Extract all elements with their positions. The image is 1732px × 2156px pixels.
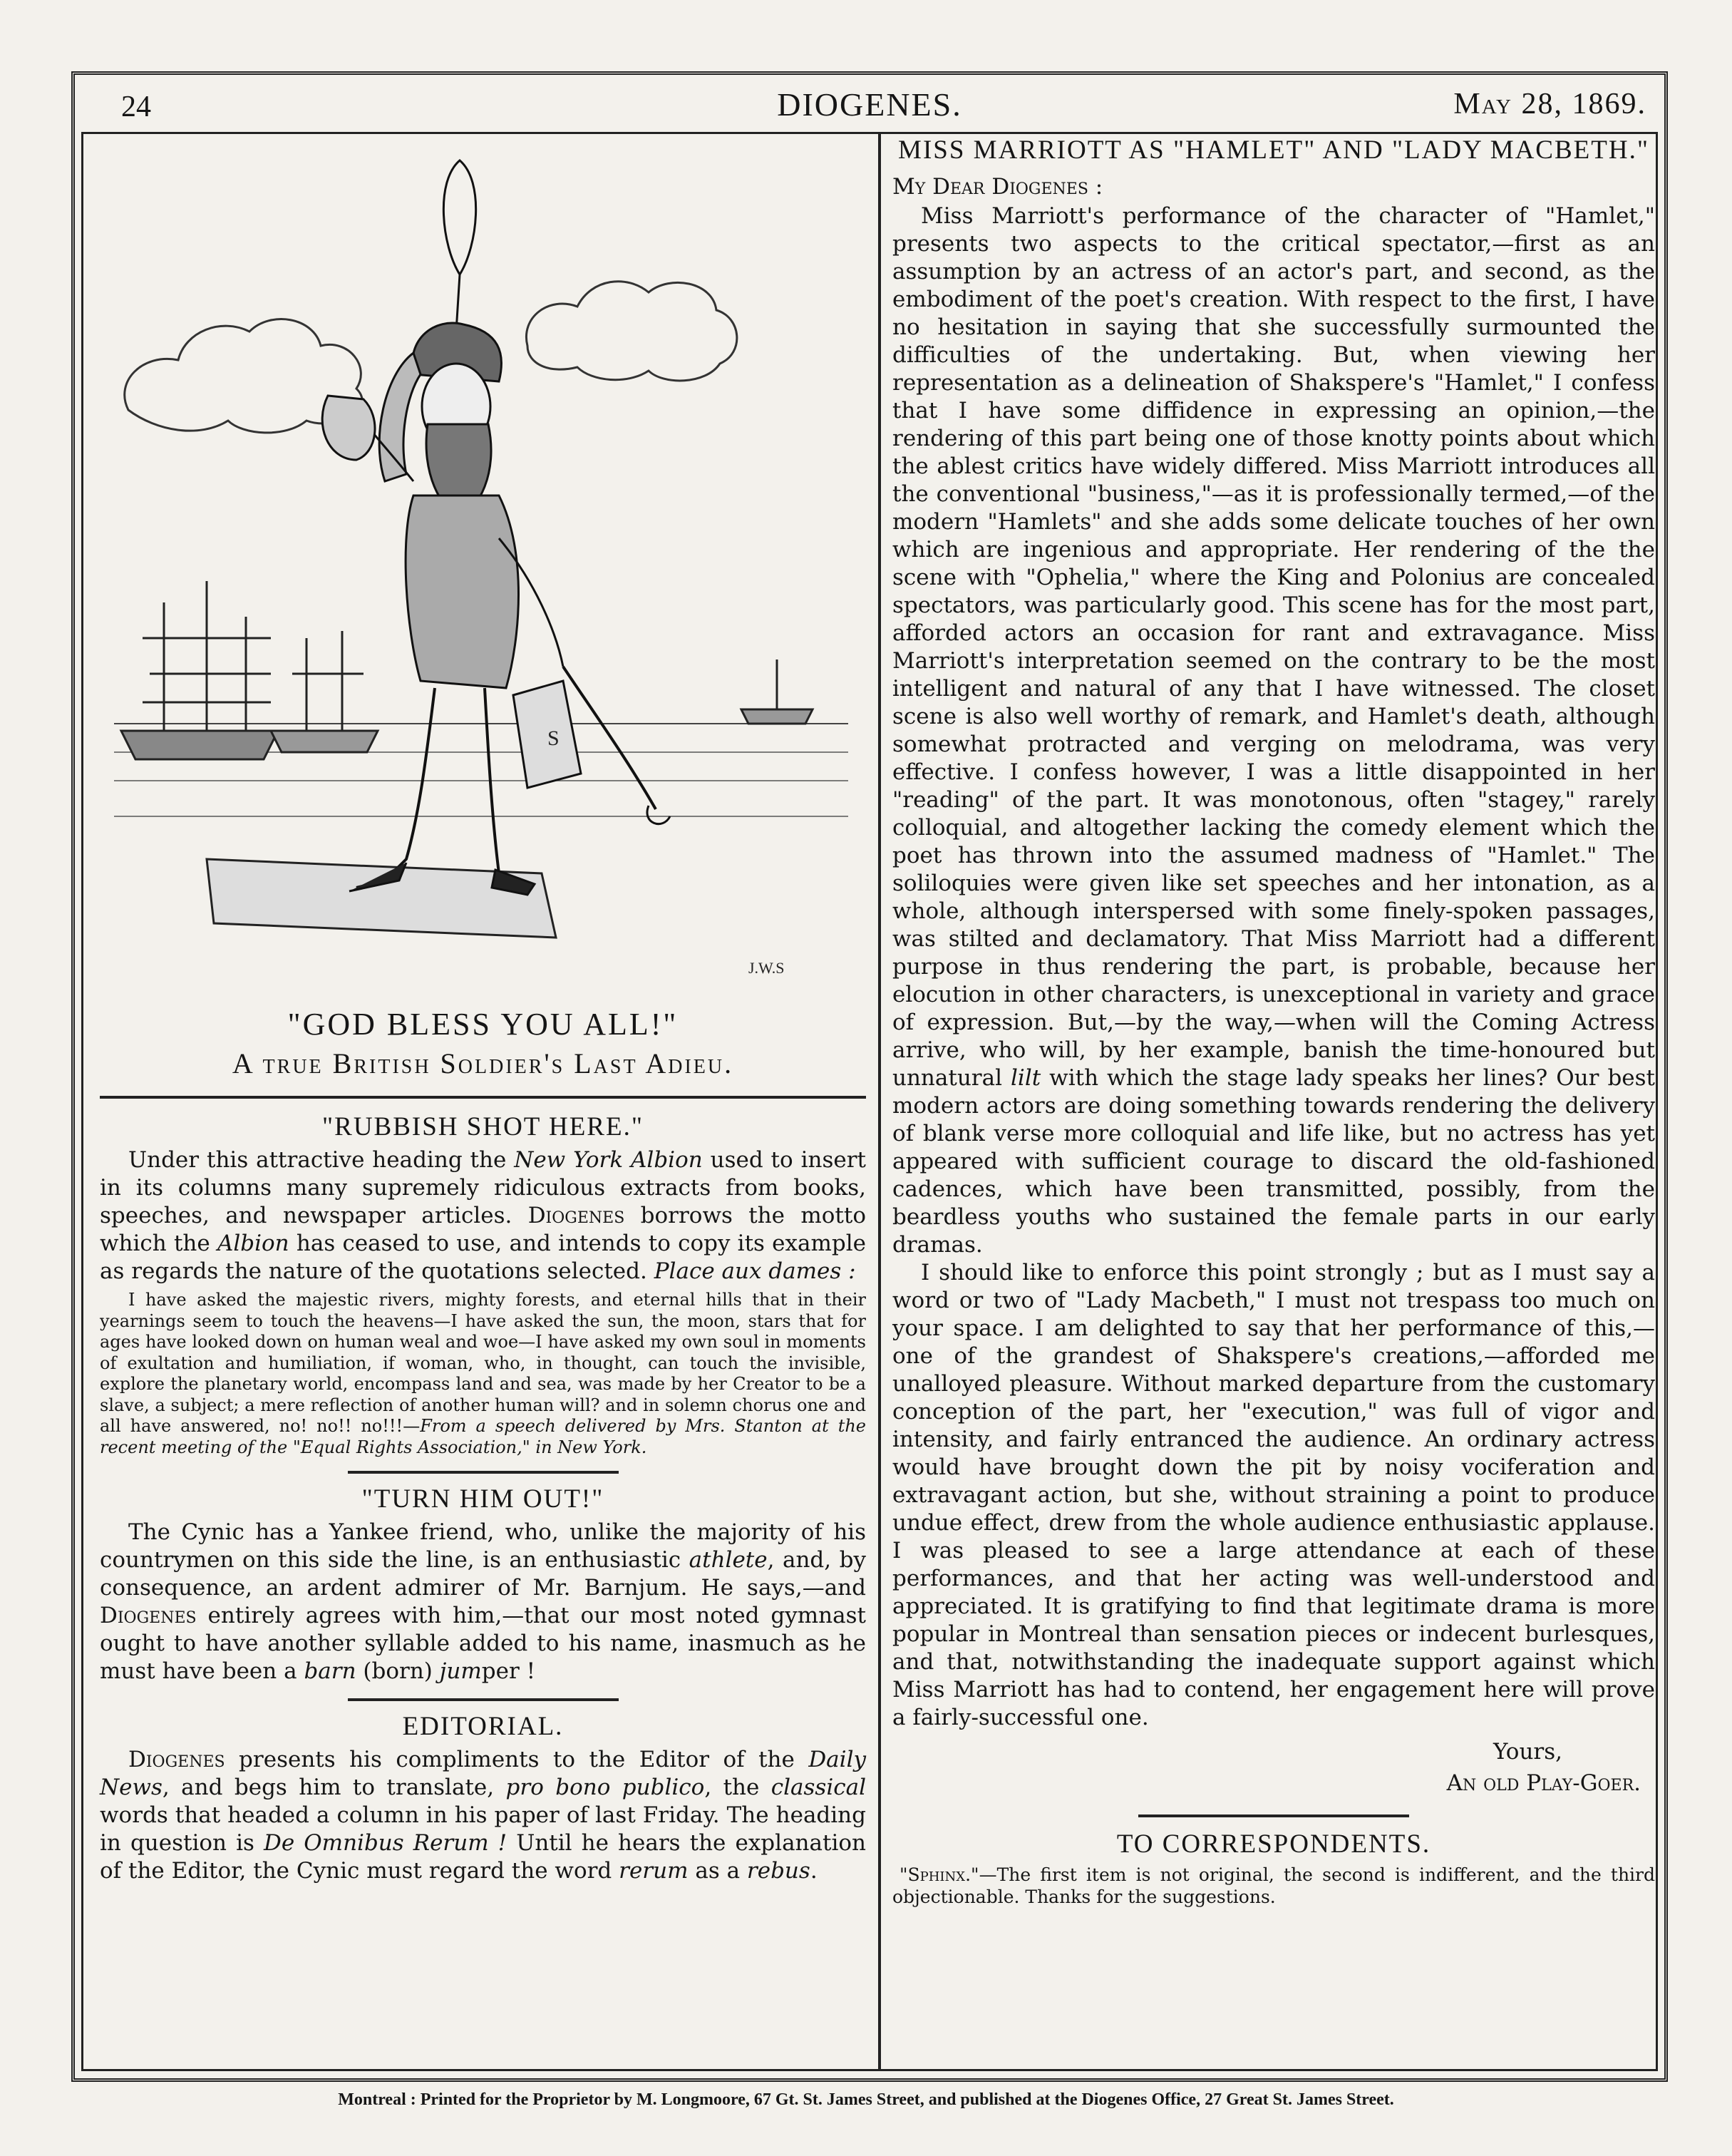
rubbish-heading: "RUBBISH SHOT HERE." bbox=[322, 1112, 644, 1141]
section-rule bbox=[348, 1471, 619, 1474]
cartoon-illustration bbox=[100, 139, 866, 1002]
left-column bbox=[100, 139, 866, 1885]
section-rule bbox=[100, 1096, 866, 1099]
correspondents-heading: TO CORRESPONDENTS. bbox=[1116, 1829, 1431, 1859]
section-rule bbox=[348, 1698, 619, 1701]
salutation: My Dear Diogenes : bbox=[892, 174, 1103, 200]
bag-letter: S bbox=[547, 727, 560, 750]
issue-date: May 28, 1869. bbox=[1453, 88, 1646, 120]
cartoon-subcaption: A true British Soldier's Last Adieu. bbox=[232, 1047, 734, 1079]
page-header bbox=[86, 80, 1654, 130]
right-column bbox=[892, 135, 1655, 1908]
section-rule bbox=[1138, 1814, 1409, 1817]
column-divider bbox=[878, 132, 881, 2071]
newspaper-title: DIOGENES. bbox=[777, 86, 962, 123]
page-number: 24 bbox=[121, 91, 151, 123]
editorial-paragraph: Diogenes presents his compliments to the Editor of the Daily News, and begs him to translate, pro bono publico, the classical words that headed a column in his paper of last Friday. The heading in question is De Omnibus Rerum ! Until he hears the explanation of the Editor, the Cynic must regard the word rerum as a rebus. bbox=[100, 1747, 866, 1884]
turn-out-paragraph: The Cynic has a Yankee friend, who, unlike the majority of his countrymen on this side the line, is an enthusiastic athlete, and, by consequence, an ardent admirer of Mr. Barnjum. He says,—and Diogenes entirely agrees with him,—that our most noted gymnast ought to have another syllable added to his name, inasmuch as he must have been a barn (born) jumper ! bbox=[100, 1519, 866, 1684]
artist-signature: J.W.S bbox=[748, 959, 785, 977]
marriott-heading: MISS MARRIOTT AS "HAMLET" AND "LADY MACBETH." bbox=[898, 135, 1649, 165]
editorial-heading: EDITORIAL. bbox=[402, 1712, 564, 1741]
turn-out-heading: "TURN HIM OUT!" bbox=[361, 1484, 604, 1514]
marriott-paragraph-1: Miss Marriott's performance of the character of "Hamlet," presents two aspects to the critical spectator,—first as an assumption by an actress of an actor's part, and second, as the embodiment of the poet's creation. With respect to the first, I have no hesitation in saying that she successfully surmounted the difficulties of the undertaking. But, when viewing her representation as a delineation of Shakspere's "Hamlet," I confess that I have some diffidence in expressing an opinion,—the rendering of this part being one of those knotty points about which the ablest critics have widely differed. Miss Marriott introduces all the conventional "business,"—as it is professionally termed,—of the modern "Hamlets" and she adds some delicate touches of her own which are ingenious and appropriate. Her rendering of the the scene with "Ophelia," where the King and Polonius are concealed spectators, was particularly good. This scene has for the most part, afforded actors an occasion for rant and extravagance. Miss Marriott's interpretation seemed on the contrary to be the most intelligent and natural of any that I have witnessed. The closet scene is also well worthy of remark, and Hamlet's death, although somewhat protracted and verging on melodrama, was very effective. I confess however, I was a little disappointed in her "reading" of the part. It was monotonous, often "stagey," rarely colloquial, and altogether lacking the comedy element which the poet has thrown into the assumed madness of "Hamlet." The soliloquies were given like set speeches and her intonation, as a whole, although interspersed with some finely-spoken passages, was stilted and declamatory. That Miss Marriott had a different purpose in thus rendering the part, is probable, because her elocution in other characters, is unexceptional in variety and grace of expression. But,—by the way,—when will the Coming Actress arrive, who will, by her example, banish the time-honoured but unnatural lilt with which the stage lady speaks her lines? Our best modern actors are doing something towards rendering the delivery of blank verse more colloquial and life like, but no actress has yet appeared with sufficient courage to discard the old-fashioned cadences, which have been transmitted, possibly, from the beardless youths who sustained the female parts in our early dramas. bbox=[892, 203, 1655, 1258]
cartoon-caption: "GOD BLESS YOU ALL!" bbox=[287, 1007, 679, 1042]
letter-closing: Yours, bbox=[1493, 1739, 1562, 1765]
rubbish-paragraph: Under this attractive heading the New York Albion used to insert in its columns many supremely ridiculous extracts from books, speeches, and newspaper articles. Diogenes borrows the motto which the Albion has ceased to use, and intends to copy its example as regards the nature of the quotations selected. Place aux dames : bbox=[100, 1147, 866, 1284]
letter-signature: An old Play-Goer. bbox=[1446, 1770, 1641, 1796]
stanton-quote: I have asked the majestic rivers, mighty forests, and eternal hills that in their yearnings seem to touch the heavens—I have asked the sun, the moon, stars that for ages have looked down on human weal and woe—I have asked my own soul in moments of exultation and humiliation, if woman, who, in thought, can touch the invisible, explore the planetary world, encompass land and sea, was made by her Creator to be a slave, a subject; a mere reflection of another human will? and in solemn chorus one and all have answered, no! no!! no!!!—From a speech delivered by Mrs. Stanton at the recent meeting of the "Equal Rights Association," in New York. bbox=[100, 1290, 866, 1457]
correspondents-note: "Sphinx."—The first item is not original, the second is indifferent, and the third objectionable. Thanks for the suggestions. bbox=[892, 1864, 1655, 1907]
marriott-paragraph-2: I should like to enforce this point strongly ; but as I must say a word or two of "Lady Macbeth," I must not trespass too much on your space. I am delighted to say that her performance of this,—one of the grandest of Shakspere's creations,—afforded me unalloyed pleasure. Without marked departure from the customary conception of the part, her "execution," was full of vigor and intensity, and fairly entranced the audience. An ordinary actress would have brought down the pit by noisy vociferation and extravagant action, but she, without straining a point to produce undue effect, drew from the whole audience enthusiastic applause. I was pleased to see a large attendance at each of these performances, and that her acting was well-understood and appreciated. It is gratifying to find that legitimate drama is more popular in Montreal than sensation pieces or indecent burlesques, and that, notwithstanding the inadequate support against which Miss Marriott has had to contend, her engagement here will prove a fairly-successful one. bbox=[892, 1260, 1655, 1730]
printer-imprint: Montreal : Printed for the Proprietor by M. Longmoore, 67 Gt. St. James Street, and published at the Diogenes Office, 27 Great St. James Street. bbox=[338, 2090, 1394, 2109]
